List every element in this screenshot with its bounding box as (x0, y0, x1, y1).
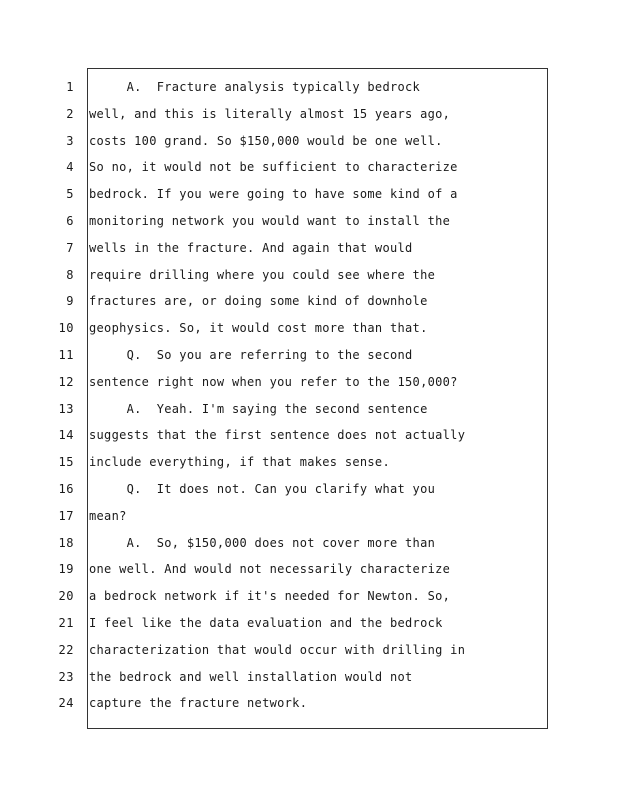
line-number: 12 (58, 374, 74, 389)
transcript-line: the bedrock and well installation would not (89, 669, 413, 684)
transcript-line: bedrock. If you were going to have some kind of a (89, 187, 458, 202)
transcript-lines (88, 74, 549, 717)
transcript-line: one well. And would not necessarily characterize (89, 562, 451, 577)
transcript-line: characterization that would occur with drilling in (89, 642, 466, 657)
line-number: 19 (58, 562, 74, 577)
line-number: 20 (58, 589, 74, 604)
line-number: 24 (58, 696, 74, 711)
transcript-line: sentence right now when you refer to the 150,000? (89, 374, 458, 389)
line-number: 9 (66, 294, 74, 309)
transcript-line: costs 100 grand. So $150,000 would be one well. (89, 133, 443, 148)
line-number: 7 (66, 240, 74, 255)
transcript-line: A. Yeah. I'm saying the second sentence (89, 401, 428, 416)
line-number: 11 (58, 347, 74, 362)
transcript-line: well, and this is literally almost 15 years ago, (89, 106, 451, 121)
transcript-line: Q. It does not. Can you clarify what you (89, 481, 436, 496)
transcript-line: monitoring network you would want to install the (89, 213, 451, 228)
line-number: 6 (66, 213, 74, 228)
line-number: 10 (58, 321, 74, 336)
transcript-line: include everything, if that makes sense. (89, 455, 390, 470)
line-number: 3 (66, 133, 74, 148)
transcript-line: geophysics. So, it would cost more than that. (89, 321, 428, 336)
line-number: 21 (58, 615, 74, 630)
line-number: 1 (66, 80, 74, 94)
transcript-line: Q. So you are referring to the second (89, 347, 413, 362)
line-number: 16 (58, 481, 74, 496)
transcript-line: fractures are, or doing some kind of downhole (89, 294, 428, 309)
line-number: 5 (66, 187, 74, 202)
transcript-line: mean? (89, 508, 127, 523)
transcript-line: A. Fracture analysis typically bedrock (89, 80, 421, 94)
line-number: 17 (58, 508, 74, 523)
transcript-line: A. So, $150,000 does not cover more than (89, 535, 436, 550)
line-number: 13 (58, 401, 74, 416)
line-number: 22 (58, 642, 74, 657)
transcript-line: suggests that the first sentence does not actually (89, 428, 466, 443)
line-number: 15 (58, 455, 74, 470)
line-number: 18 (58, 535, 74, 550)
line-number-column (44, 74, 74, 717)
transcript-line: wells in the fracture. And again that would (89, 240, 413, 255)
line-number: 8 (66, 267, 74, 282)
line-number: 4 (66, 160, 74, 175)
line-number: 2 (66, 106, 74, 121)
line-number: 23 (58, 669, 74, 684)
transcript-line: So no, it would not be sufficient to characterize (89, 160, 458, 175)
transcript-line: I feel like the data evaluation and the bedrock (89, 615, 443, 630)
transcript-line: a bedrock network if it's needed for Newton. So, (89, 589, 451, 604)
transcript-line: require drilling where you could see where the (89, 267, 436, 282)
line-number: 14 (58, 428, 74, 443)
transcript-text-box (87, 68, 548, 729)
transcript-line: capture the fracture network. (89, 696, 308, 711)
